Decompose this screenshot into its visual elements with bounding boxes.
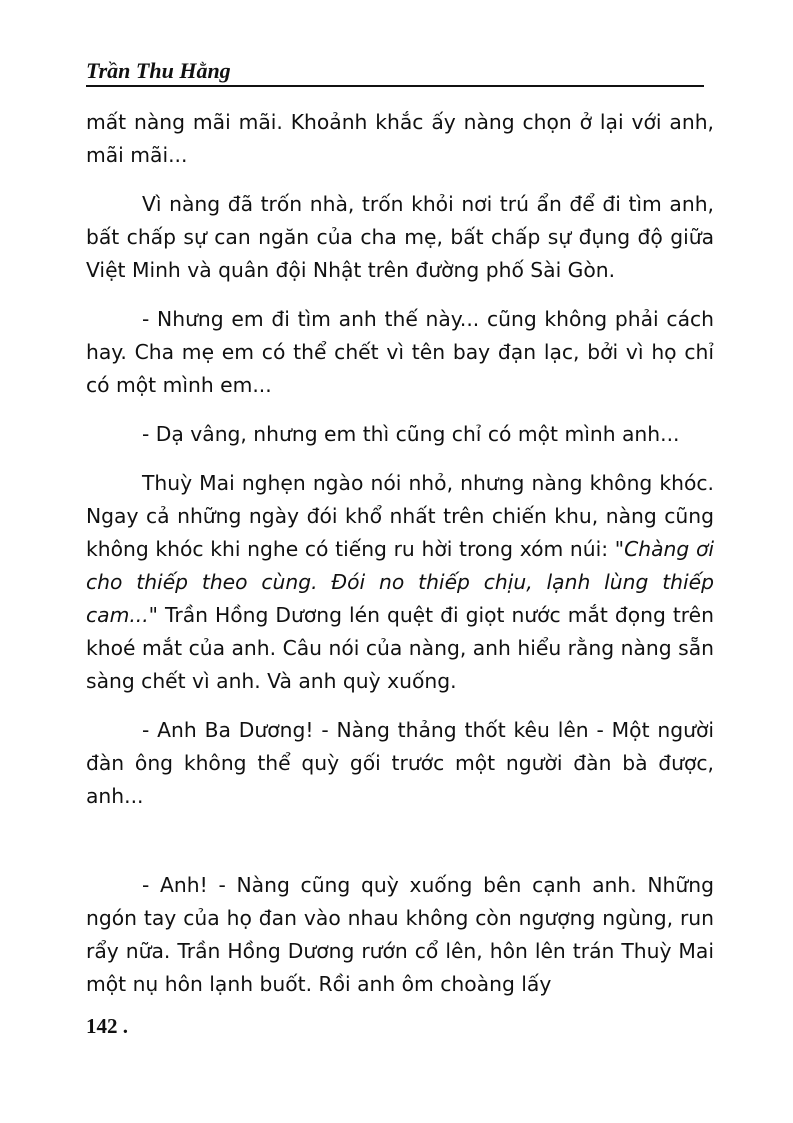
poem-quote: "Chàng ơi cho thiếp theo cùng. Đói no thiếp chịu, lạnh lùng thiếp cam..." bbox=[86, 537, 714, 627]
paragraph-2: Vì nàng đã trốn nhà, trốn khỏi nơi trú ẩn để đi tìm anh, bất chấp sự can ngăn của cha mẹ, bất chấp sự đụng độ giữa Việt Minh và quân đội Nhật trên đường phố Sài Gòn. bbox=[86, 192, 714, 282]
paragraph-5 bbox=[86, 467, 714, 698]
paragraph-1: mất nàng mãi mãi. Khoảnh khắc ấy nàng chọn ở lại với anh, mãi mãi... bbox=[86, 110, 714, 167]
paragraph-3: - Nhưng em đi tìm anh thế này... cũng không phải cách hay. Cha mẹ em có thể chết vì tên bay đạn lạc, bởi vì họ chỉ có một mình em... bbox=[86, 307, 714, 397]
author-name: Trần Thu Hằng bbox=[86, 58, 231, 83]
running-header bbox=[86, 58, 704, 84]
paragraph-7: - Anh! - Nàng cũng quỳ xuống bên cạnh anh. Những ngón tay của họ đan vào nhau không còn ngượng ngùng, run rẩy nữa. Trần Hồng Dương rướn cổ lên, hôn lên trán Thuỳ Mai một nụ hôn lạnh buốt. Rồi anh ôm choàng lấy bbox=[86, 873, 714, 996]
page-number: 142 . bbox=[86, 1014, 128, 1038]
header-rule bbox=[86, 85, 704, 87]
paragraph-4: - Dạ vâng, nhưng em thì cũng chỉ có một mình anh... bbox=[142, 422, 680, 446]
paragraph-6: - Anh Ba Dương! - Nàng thảng thốt kêu lên - Một người đàn ông không thể quỳ gối trước một người đàn bà được, anh... bbox=[86, 718, 714, 808]
paragraph-5-text-b: Trần Hồng Dương lén quệt đi giọt nước mắt đọng trên khoé mắt của anh. Câu nói của nàng, anh hiểu rằng nàng sẵn sàng chết vì anh. Và anh quỳ xuống. bbox=[86, 603, 714, 693]
paragraph-5-text-a: Thuỳ Mai nghẹn ngào nói nhỏ, nhưng nàng không khóc. Ngay cả những ngày đói khổ nhất trên chiến khu, nàng cũng không khóc khi nghe có tiếng ru hời trong xóm núi: bbox=[86, 471, 714, 561]
body-text bbox=[86, 106, 714, 1017]
